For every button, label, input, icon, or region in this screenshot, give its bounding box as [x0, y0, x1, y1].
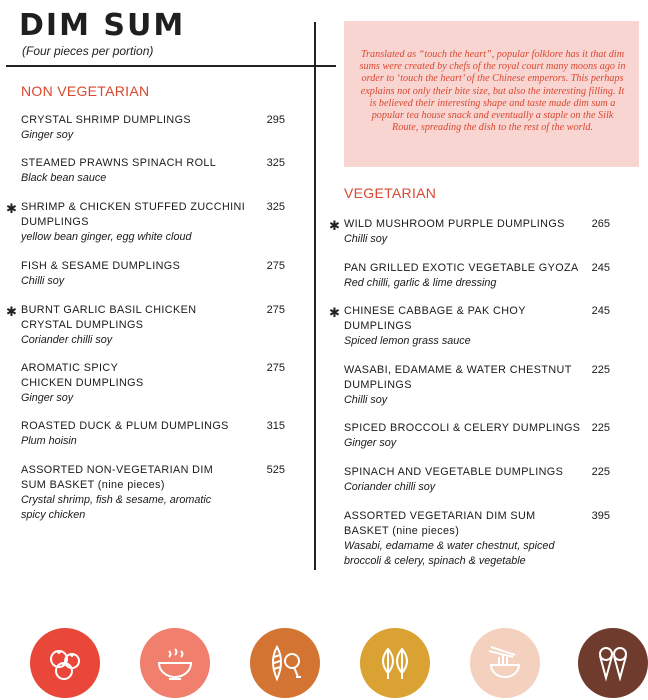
item-price: 275	[266, 304, 285, 316]
item-description: Black bean sauce	[21, 172, 107, 184]
item-description: Crystal shrimp, fish & sesame, aromatic spicy chicken	[21, 494, 212, 521]
item-description: Coriander chilli soy	[344, 481, 436, 493]
fish-chicken-icon	[250, 628, 320, 698]
list-item	[344, 363, 589, 408]
item-name: CHINESE CABBAGE & PAK CHOY DUMPLINGS	[344, 305, 526, 332]
noodles-icon	[470, 628, 540, 698]
item-price: 395	[591, 510, 610, 522]
item-name: ASSORTED VEGETARIAN DIM SUM BASKET (nine pieces)	[344, 510, 536, 537]
intro-box: Translated as “touch the heart”, popular folklore has it that dim sums were created by chefs of the royal court many moons ago in order to ‘touch the heart’ of the Chinese emperors. This perhaps explains not only their bite size, but also the interesting filling. It is believed their interesting shape and taste made dim sum a popular tea house snack and eventually a staple on the Silk Route, spreading the dish to the rest of the world.	[344, 21, 639, 167]
item-description: Red chilli, garlic & lime dressing	[344, 277, 497, 289]
column-divider	[314, 22, 316, 570]
list-item	[21, 361, 171, 406]
veg-section-title: VEGETARIAN	[344, 185, 437, 201]
page-subtitle: (Four pieces per portion)	[22, 44, 154, 58]
page-title: DIM SUM	[19, 8, 186, 43]
item-description: Ginger soy	[344, 437, 397, 449]
signature-star-icon: ✱	[329, 218, 340, 233]
ice-cream-icon	[578, 628, 648, 698]
item-price: 225	[591, 422, 610, 434]
signature-star-icon: ✱	[6, 201, 17, 216]
item-price: 275	[266, 260, 285, 272]
item-description: Plum hoisin	[21, 435, 77, 447]
item-name: STEAMED PRAWNS SPINACH ROLL	[21, 157, 217, 169]
list-item	[344, 304, 534, 349]
item-name: ROASTED DUCK & PLUM DUMPLINGS	[21, 420, 229, 432]
list-item	[21, 463, 236, 523]
list-item	[21, 200, 251, 245]
item-description: yellow bean ginger, egg white cloud	[21, 231, 192, 243]
list-item	[21, 303, 236, 348]
item-price: 275	[266, 362, 285, 374]
item-price: 225	[591, 466, 610, 478]
item-description: Ginger soy	[21, 129, 74, 141]
leaves-icon	[360, 628, 430, 698]
item-description: Chilli soy	[344, 394, 388, 406]
item-description: Chilli soy	[21, 275, 65, 287]
item-price: 225	[591, 364, 610, 376]
item-description: Spiced lemon grass sauce	[344, 335, 471, 347]
item-name: SPICED BROCCOLI & CELERY DUMPLINGS	[344, 422, 581, 434]
item-name: FISH & SESAME DUMPLINGS	[21, 260, 181, 272]
item-name: SPINACH AND VEGETABLE DUMPLINGS	[344, 466, 564, 478]
item-price: 265	[591, 218, 610, 230]
item-price: 325	[266, 157, 285, 169]
tomato-icon	[30, 628, 100, 698]
signature-star-icon: ✱	[6, 304, 17, 319]
item-description: Ginger soy	[21, 392, 74, 404]
item-description: Wasabi, edamame & water chestnut, spiced broccoli & celery, spinach & vegetable	[344, 540, 555, 567]
non-veg-section-title: NON VEGETARIAN	[21, 83, 150, 99]
item-name: BURNT GARLIC BASIL CHICKEN CRYSTAL DUMPLINGS	[21, 304, 197, 331]
signature-star-icon: ✱	[329, 305, 340, 320]
item-price: 325	[266, 201, 285, 213]
item-price: 315	[266, 420, 285, 432]
item-name: AROMATIC SPICY CHICKEN DUMPLINGS	[21, 362, 144, 389]
item-description: Coriander chilli soy	[21, 334, 113, 346]
item-price: 245	[591, 305, 610, 317]
item-name: PAN GRILLED EXOTIC VEGETABLE GYOZA	[344, 262, 579, 274]
list-item	[344, 509, 564, 569]
item-name: WILD MUSHROOM PURPLE DUMPLINGS	[344, 218, 565, 230]
item-name: WASABI, EDAMAME & WATER CHESTNUT DUMPLINGS	[344, 364, 572, 391]
soup-bowl-icon	[140, 628, 210, 698]
item-price: 245	[591, 262, 610, 274]
item-price: 525	[266, 464, 285, 476]
item-name: CRYSTAL SHRIMP DUMPLINGS	[21, 114, 191, 126]
item-name: SHRIMP & CHICKEN STUFFED ZUCCHINI DUMPLINGS	[21, 201, 246, 228]
header-divider	[6, 65, 336, 67]
item-description: Chilli soy	[344, 233, 388, 245]
item-price: 295	[266, 114, 285, 126]
item-name: ASSORTED NON-VEGETARIAN DIM SUM BASKET (nine pieces)	[21, 464, 214, 491]
